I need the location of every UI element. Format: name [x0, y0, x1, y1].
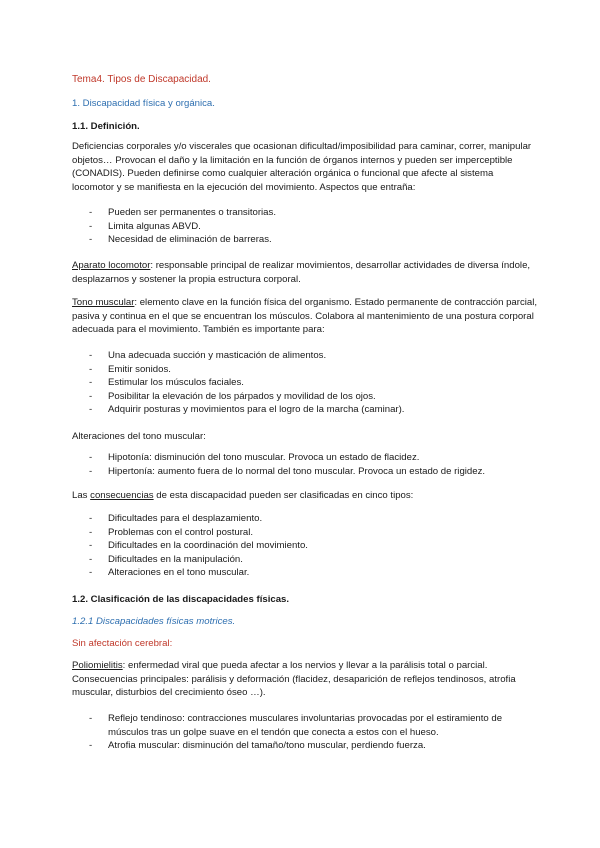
list-item: - Una adecuada succión y masticación de alimentos. — [72, 349, 538, 363]
list-item: - Necesidad de eliminación de barreras. — [72, 233, 538, 247]
list-item: - Hipotonía: disminución del tono muscular. Provoca un estado de flacidez. — [72, 451, 538, 465]
consec-post: de esta discapacidad pueden ser clasificadas en cinco tipos: — [153, 490, 414, 501]
consec-term: consecuencias — [90, 490, 154, 501]
consecuencias-paragraph — [72, 489, 538, 503]
list-item: - Posibilitar la elevación de los párpados y movilidad de los ojos. — [72, 390, 538, 404]
polio-term: Poliomielitis — [72, 660, 123, 671]
list-item: - Atrofia muscular: disminución del tamaño/tono muscular, perdiendo fuerza. — [72, 739, 538, 753]
list-item: - Estimular los músculos faciales. — [72, 376, 538, 390]
consecuencias-list — [72, 512, 538, 580]
list-item: - Adquirir posturas y movimientos para el logro de la marcha (caminar). — [72, 403, 538, 417]
list-item: - Dificultades en la manipulación. — [72, 553, 538, 567]
aparato-paragraph — [72, 259, 538, 286]
list-item: - Pueden ser permanentes o transitorias. — [72, 206, 538, 220]
list-item: - Reflejo tendinoso: contracciones musculares involuntarias provocadas por el estiramiento de músculos tras un golpe suave en el tendón que conecta a estos con el hueso. — [72, 712, 538, 739]
definition-paragraph: Deficiencias corporales y/o viscerales que ocasionan dificultad/imposibilidad para caminar, correr, manipular objetos… Provocan el daño y la limitación en la función de órganos internos y pueden ser imperceptible (CONADIS). Pueden definirse como cualquier alteración orgánica o funcional que afecte al sistema locomotor y se manifiesta en la ejecución del movimiento. Aspectos que entraña: — [72, 141, 532, 193]
polio-text: : enfermedad viral que pueda afectar a los nervios y llevar a la parálisis total o parcial. Consecuencias principales: parálisis y deformación (flacidez, desaparición de reflejos tendinosos, atrofia muscular, disturbios del crecimiento óseo …). — [72, 660, 516, 699]
alteraciones-list — [72, 451, 538, 478]
document-title: Tema4. Tipos de Discapacidad. — [72, 74, 211, 85]
list-item: - Emitir sonidos. — [72, 363, 538, 377]
tono-text: : elemento clave en la función física del organismo. Estado permanente de contracción parcial, pasiva y continua en el que se encuentran los músculos. Colabora al mantenimiento de una postura corporal adecuada para el movimiento. También es importante para: — [72, 297, 538, 336]
alteraciones-heading: Alteraciones del tono muscular: — [72, 431, 206, 442]
aparato-term: Aparato locomotor — [72, 260, 151, 271]
poliomielitis-list — [72, 712, 538, 753]
list-item: - Limita algunas ABVD. — [72, 220, 538, 234]
list-item: - Alteraciones en el tono muscular. — [72, 566, 538, 580]
tono-list — [72, 349, 538, 417]
consec-pre: Las — [72, 490, 91, 501]
tono-term: Tono muscular — [72, 297, 135, 308]
sin-afectacion-heading: Sin afectación cerebral: — [72, 638, 173, 649]
subsection-heading-1-1: 1.1. Definición. — [72, 121, 140, 132]
list-item: - Dificultades para el desplazamiento. — [72, 512, 538, 526]
list-item: - Problemas con el control postural. — [72, 526, 538, 540]
subsection-heading-1-2: 1.2. Clasificación de las discapacidades físicas. — [72, 594, 290, 605]
aspects-list — [72, 206, 538, 247]
aparato-text: : responsable principal de realizar movimientos, desarrollar actividades de diversa índole, desplazarnos y sostener la propia estructura corporal. — [72, 260, 531, 285]
tono-paragraph — [72, 296, 538, 337]
subsection-heading-1-2-1: 1.2.1 Discapacidades físicas motrices. — [72, 616, 236, 627]
list-item: - Dificultades en la coordinación del movimiento. — [72, 539, 538, 553]
section-heading-1: 1. Discapacidad física y orgánica. — [72, 98, 215, 109]
poliomielitis-paragraph — [72, 659, 538, 700]
list-item: - Hipertonía: aumento fuera de lo normal del tono muscular. Provoca un estado de rigidez. — [72, 465, 538, 479]
